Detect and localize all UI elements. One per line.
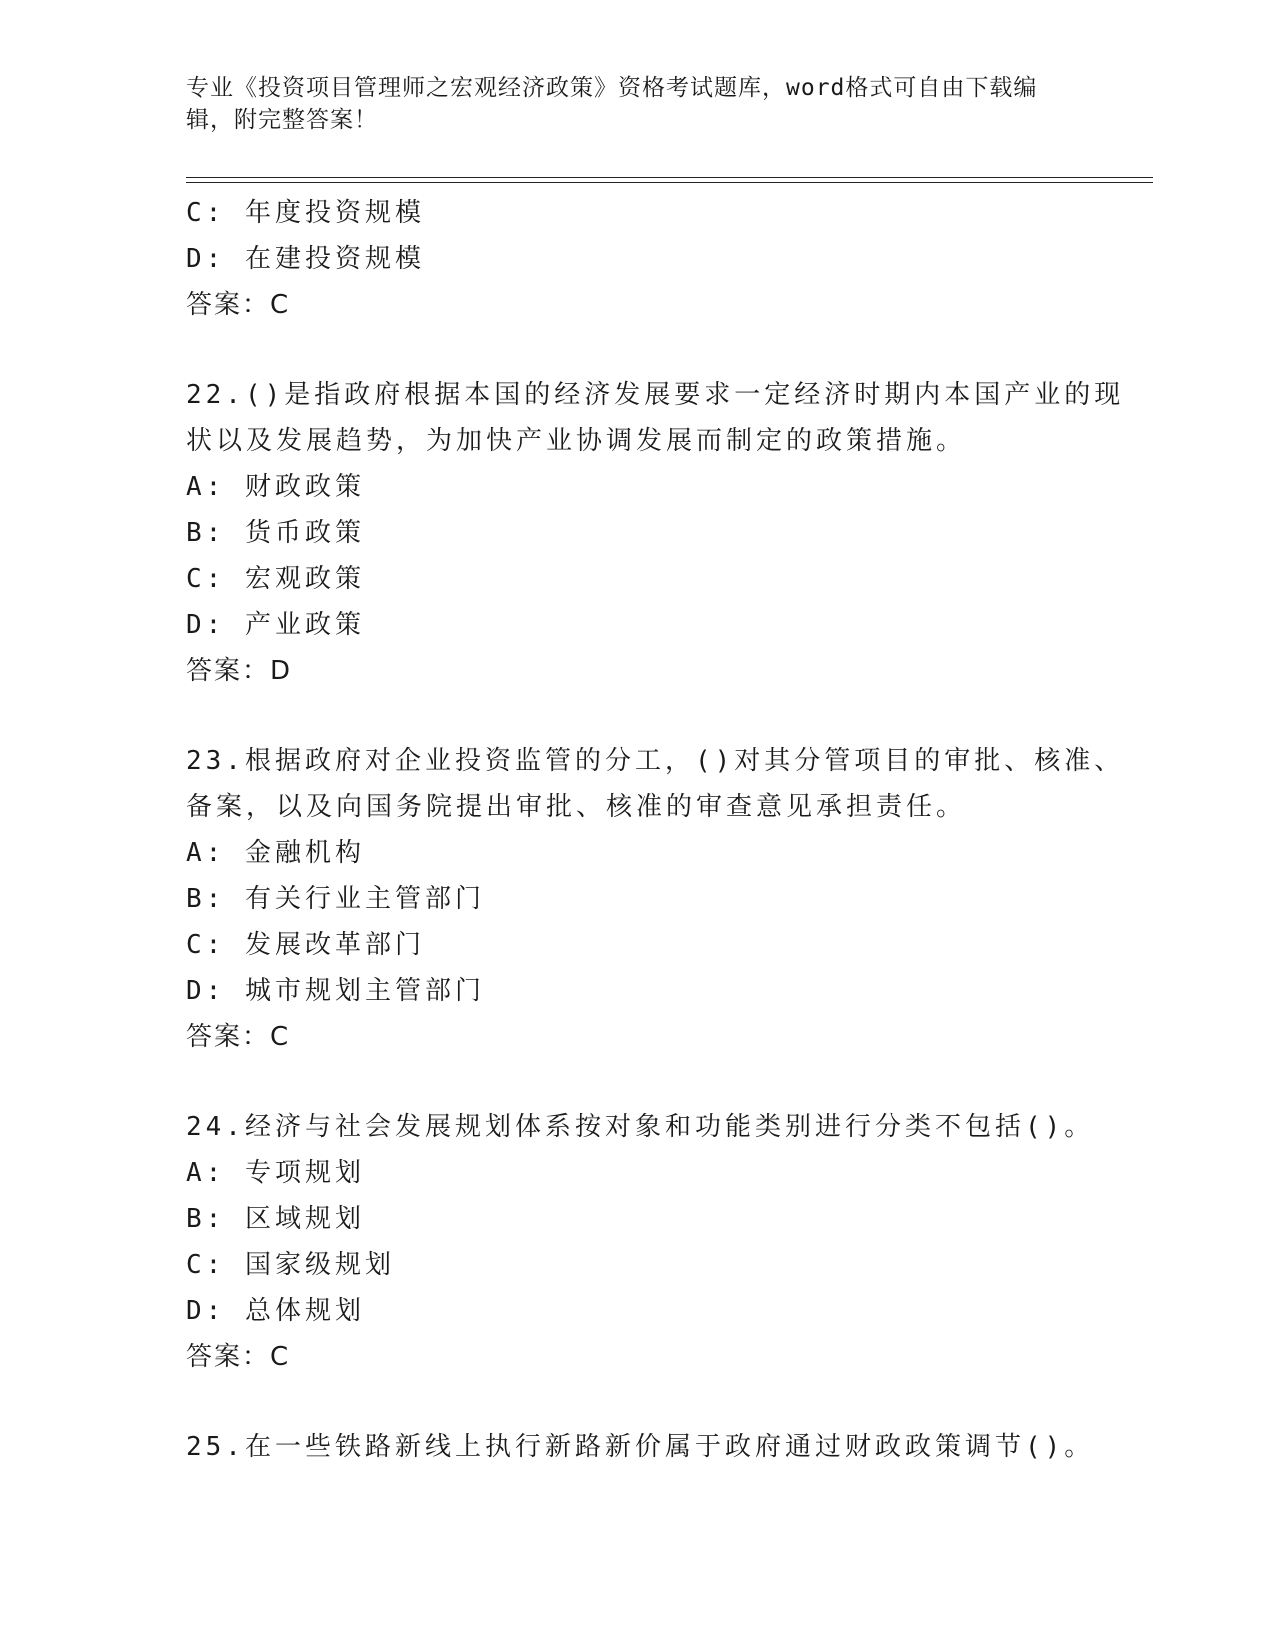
question-stem-line: 状以及发展趋势，为加快产业协调发展而制定的政策措施。 — [186, 426, 967, 456]
question-stem-line: 24.经济与社会发展规划体系按对象和功能类别进行分类不包括()。 — [186, 1112, 1095, 1142]
prev-question-block — [186, 190, 1086, 328]
question-25 — [186, 1424, 1095, 1470]
document-header — [186, 72, 1086, 136]
option-c: C: 发展改革部门 — [186, 930, 425, 960]
header-divider-bottom — [186, 182, 1153, 183]
option-d: D: 总体规划 — [186, 1296, 365, 1326]
option-c: C: 国家级规划 — [186, 1250, 395, 1280]
header-divider-top — [186, 177, 1153, 178]
option-a: A: 财政政策 — [186, 472, 365, 502]
option-d: D: 城市规划主管部门 — [186, 976, 485, 1006]
question-22 — [186, 372, 1125, 694]
option-d: D: 产业政策 — [186, 610, 365, 640]
question-stem-line: 25.在一些铁路新线上执行新路新价属于政府通过财政政策调节()。 — [186, 1432, 1095, 1462]
answer-line: 答案：C — [186, 1022, 291, 1052]
option-c: C: 宏观政策 — [186, 564, 365, 594]
header-line-2: 辑，附完整答案！ — [186, 107, 378, 133]
question-stem-line: 备案，以及向国务院提出审批、核准的审查意见承担责任。 — [186, 792, 967, 822]
option-a: A: 专项规划 — [186, 1158, 365, 1188]
answer-line: 答案：C — [186, 1342, 291, 1372]
option-d: D: 在建投资规模 — [186, 244, 425, 274]
header-line-1: 专业《投资项目管理师之宏观经济政策》资格考试题库，word格式可自由下载编 — [186, 75, 1038, 101]
question-24 — [186, 1104, 1095, 1380]
question-23 — [186, 738, 1125, 1060]
option-b: B: 货币政策 — [186, 518, 365, 548]
question-list — [186, 190, 1125, 1470]
answer-line: 答案：D — [186, 656, 293, 686]
option-c: C: 年度投资规模 — [186, 198, 425, 228]
option-b: B: 有关行业主管部门 — [186, 884, 485, 914]
question-stem-line: 23.根据政府对企业投资监管的分工，()对其分管项目的审批、核准、 — [186, 746, 1125, 776]
question-stem-line: 22.()是指政府根据本国的经济发展要求一定经济时期内本国产业的现 — [186, 380, 1125, 410]
answer-line: 答案：C — [186, 290, 291, 320]
option-a: A: 金融机构 — [186, 838, 365, 868]
option-b: B: 区域规划 — [186, 1204, 365, 1234]
